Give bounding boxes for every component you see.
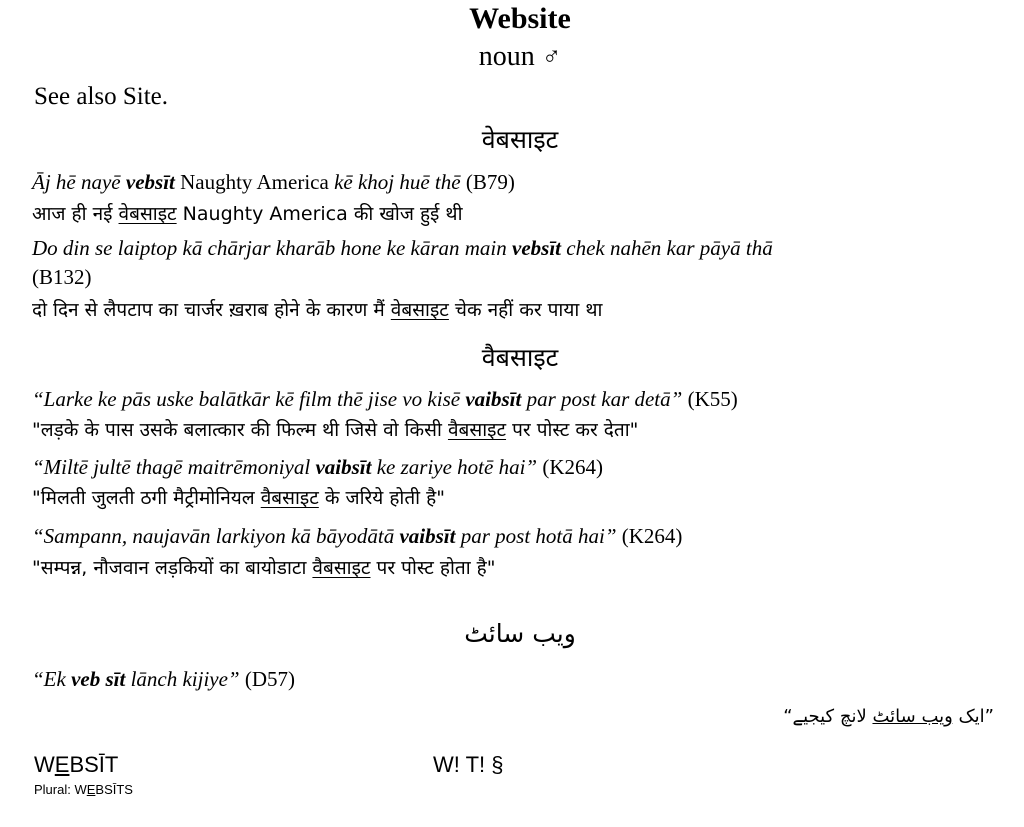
example-urdu: ”ایک ویب سائٹ لانچ کیجیے“	[783, 706, 994, 727]
part-of-speech	[0, 41, 1024, 73]
highlighted-term: वैबसाइट	[260, 487, 319, 509]
source-ref: (B79)	[460, 170, 515, 194]
section-heading-urdu: ویب سائٹ	[464, 619, 576, 648]
highlighted-term: वैबसाइट	[447, 419, 507, 441]
highlighted-term: vebsīt	[125, 170, 175, 194]
example-translit: “Miltē jultē thagē maitrēmoniyal vaibsīt ke zariye hotē hai” (K264)	[32, 455, 604, 479]
highlighted-term: वेबसाइट	[390, 299, 449, 321]
example-devanagari: "लड़के के पास उसके बलात्कार की फिल्म थी जिसे वो किसी वैबसाइट पर पोस्ट कर देता"	[32, 419, 639, 441]
highlighted-term: वैबसाइट	[312, 557, 371, 579]
source-ref: (D57)	[239, 667, 296, 691]
source-ref: (B132)	[32, 265, 92, 289]
example-translit: Do din se laiptop kā chārjar kharāb hone ke kāran main vebsīt chek nahēn kar pāyā thā	[32, 236, 773, 260]
male-gender-icon: ♂	[541, 42, 562, 71]
example-translit-ref	[32, 265, 92, 290]
highlighted-term: vebsīt	[512, 236, 562, 260]
example-devanagari: दो दिन से लैपटाप का चार्जर ख़राब होने के कारण मैं वेबसाइट चेक नहीं कर पाया था	[32, 299, 603, 321]
source-ref: (K264)	[616, 524, 683, 548]
highlighted-term: वेबसाइट	[118, 203, 177, 225]
section-heading-hindi-2: वैबसाइट	[481, 343, 559, 372]
source-ref: (K264)	[537, 455, 604, 479]
section-heading-hindi-1: वेबसाइट	[481, 125, 559, 154]
example-translit: “Ek veb sīt lānch kijiye” (D57)	[32, 667, 296, 691]
see-also-note: See also Site.	[34, 83, 169, 110]
romanized-headword: WEBSĪT	[34, 752, 119, 777]
example-devanagari: "सम्पन्न, नौजवान लड़कियों का बायोडाटा वैबसाइट पर पोस्ट होता है"	[32, 557, 496, 579]
plural-form: Plural: WEBSĪTS	[34, 782, 133, 797]
source-ref: (K55)	[682, 387, 738, 411]
example-translit: Āj hē nayē vebsīt Naughty America kē khoj huē thē (B79)	[32, 170, 515, 194]
example-translit: “Sampann, naujavān larkiyon kā bāyodātā vaibsīt par post hotā hai” (K264)	[32, 524, 683, 548]
highlighted-term: vaibsīt	[399, 524, 456, 548]
phonetic-code: W! T! §	[433, 752, 504, 777]
highlighted-term: veb sīt	[71, 667, 126, 691]
pos-label: noun	[478, 41, 535, 72]
example-translit: “Larke ke pās uske balātkār kē film thē jise vo kisē vaibsīt par post kar detā” (K55)	[32, 387, 738, 411]
example-devanagari: आज ही नई वेबसाइट Naughty America की खोज हुई थी	[32, 203, 463, 225]
headword: Website	[469, 2, 571, 35]
highlighted-term: vaibsīt	[465, 387, 522, 411]
example-devanagari: "मिलती जुलती ठगी मैट्रीमोनियल वैबसाइट के जरिये होती है"	[32, 487, 445, 509]
highlighted-term: vaibsīt	[315, 455, 372, 479]
highlighted-term: ویب سائٹ	[872, 706, 953, 727]
